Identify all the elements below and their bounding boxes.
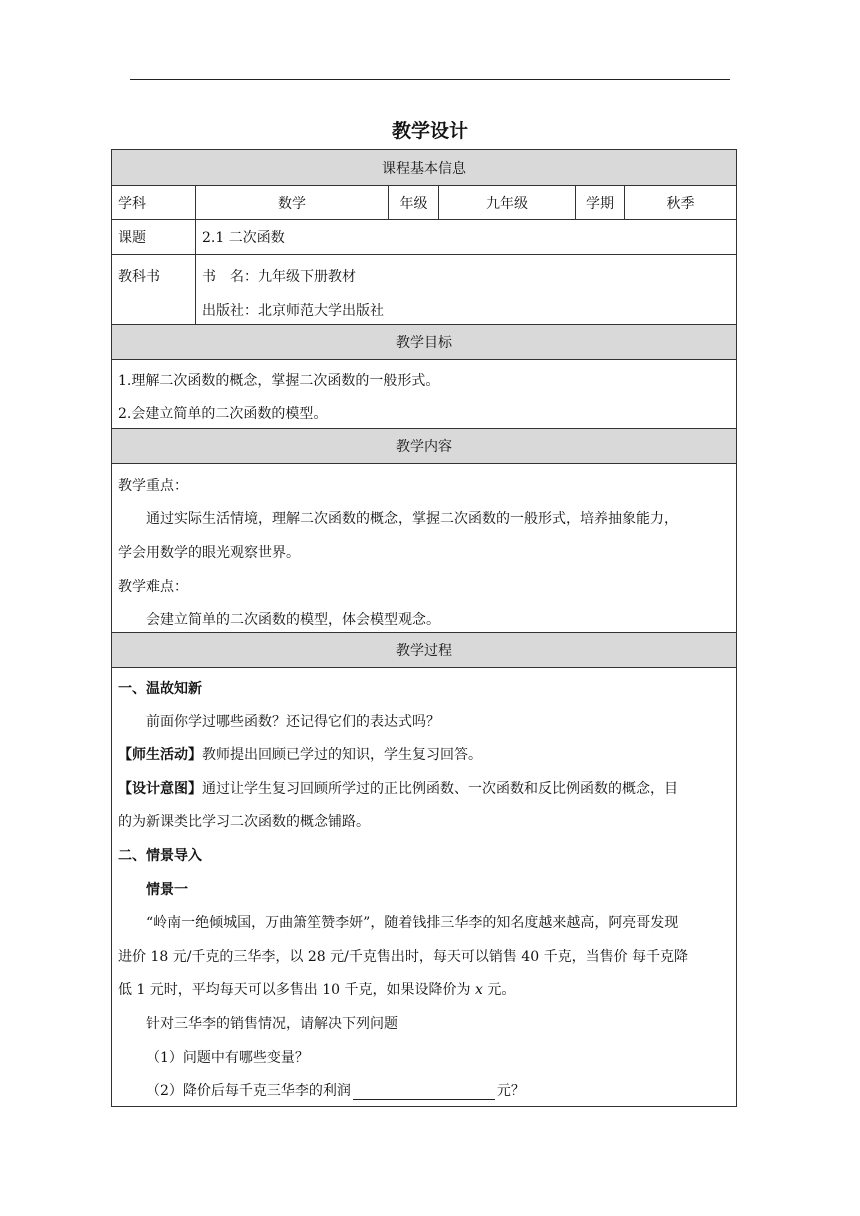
activity-tag: 【师生活动】	[118, 747, 202, 763]
document-title: 教学设计	[391, 120, 468, 142]
variable-x: x	[474, 982, 483, 998]
answer-blank[interactable]	[353, 1085, 495, 1100]
section-basic-info: 课程基本信息	[112, 150, 736, 185]
intent-line	[118, 778, 678, 798]
key-points-label: 教学重点：	[118, 478, 188, 494]
section-content: 教学内容	[112, 428, 736, 463]
section-objectives: 教学目标	[112, 324, 736, 359]
subject-label: 学科	[118, 195, 146, 212]
scene-text-cont2: 低 1 元时，平均每天可以多售出 10 千克，如果设降价为 x 元。	[118, 982, 516, 998]
scene-text: “岭南一绝倾城国，万曲箫笙赞李妍”，随着钱排三华李的知名度越来越高，阿亮哥发现	[146, 915, 679, 931]
term-label: 学期	[575, 186, 624, 219]
process-block	[112, 667, 736, 1108]
info-row-topic	[112, 219, 736, 254]
info-row-textbook	[112, 254, 736, 324]
header-rule	[130, 79, 730, 80]
book-publisher: 出版社：北京师范大学出版社	[202, 303, 384, 319]
intent-text-cont: 的为新课类比学习二次函数的概念铺路。	[118, 814, 370, 830]
subject-value: 数学	[195, 186, 388, 219]
key-points-text-cont: 学会用数学的眼光观察世界。	[118, 545, 300, 561]
objective-item: 1.理解二次函数的概念，掌握二次函数的一般形式。	[118, 373, 440, 389]
content-block	[112, 463, 736, 632]
book-name: 书 名：九年级下册教材	[202, 269, 356, 285]
term-value: 秋季	[624, 186, 736, 219]
topic-label: 课题	[118, 230, 146, 246]
section-process: 教学过程	[112, 632, 736, 667]
part1-question: 前面你学过哪些函数？还记得它们的表达式吗？	[146, 714, 440, 730]
intent-text: 通过让学生复习回顾所学过的正比例函数、一次函数和反比例函数的概念，目	[202, 781, 678, 797]
part1-heading: 一、温故知新	[118, 681, 202, 697]
scene-heading: 情景一	[146, 882, 188, 898]
info-row-subject	[112, 185, 736, 219]
intent-tag: 【设计意图】	[118, 781, 202, 797]
activity-text: 教师提出回顾已学过的知识，学生复习回答。	[202, 747, 482, 763]
question-2: （2）降价后每千克三华李的利润 元？	[146, 1083, 525, 1099]
part2-heading: 二、情景导入	[118, 848, 202, 864]
activity-line	[118, 744, 482, 764]
difficulty-label: 教学难点：	[118, 579, 188, 595]
objectives-block	[112, 359, 736, 428]
question-1: （1）问题中有哪些变量？	[146, 1050, 309, 1066]
scene-text-cont: 进价 18 元/千克的三华李，以 28 元/千克售出时，每天可以销售 40 千克，当售价 每千克降	[118, 949, 689, 965]
lesson-plan-table	[111, 149, 737, 1107]
grade-label: 年级	[388, 186, 438, 219]
key-points-text: 通过实际生活情境，理解二次函数的概念，掌握二次函数的一般形式，培养抽象能力，	[146, 511, 678, 527]
grade-value: 九年级	[438, 186, 575, 219]
difficulty-text: 会建立简单的二次函数的模型，体会模型观念。	[146, 612, 440, 628]
problem-prompt: 针对三华李的销售情况，请解决下列问题	[146, 1016, 398, 1032]
objective-item: 2.会建立简单的二次函数的模型。	[118, 406, 328, 422]
topic-value: 2.1 二次函数	[195, 220, 736, 254]
textbook-label: 教科书	[118, 269, 160, 285]
